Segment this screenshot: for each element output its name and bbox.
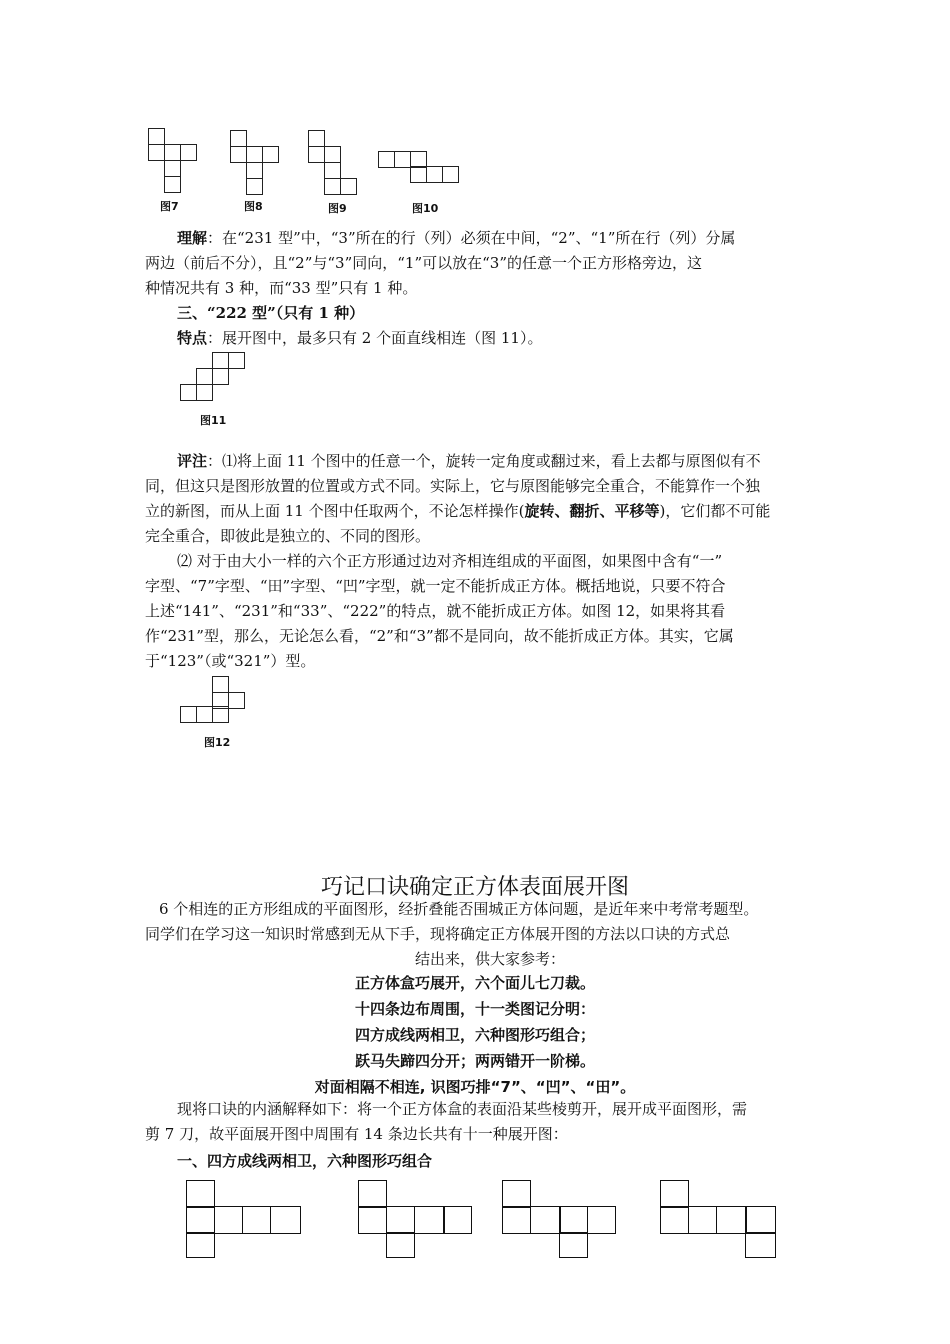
explain-line2: 剪 7 刀，故平面展开图中周围有 14 条边长共有十一种展开图： xyxy=(145,1125,568,1143)
explain-line1: 现将口诀的内涵解释如下：将一个正方体盒的表面沿某些棱剪开，展开成平面图形，需 xyxy=(177,1100,748,1118)
figure-9-caption: 图9 xyxy=(328,202,347,215)
verse-2: 十四条边布周围，十一类图记分明： xyxy=(354,1000,595,1018)
section1-heading: 一、四方成线两相卫，六种图形巧组合 xyxy=(177,1152,433,1170)
section3-heading: 三、“222 型”（只有 1 种） xyxy=(177,304,365,322)
comment-paragraph-1 xyxy=(145,449,805,549)
intro-line2: 同学们在学习这一知识时常感到无从下手，现将确定正方体展开图的方法以口诀的方式总 xyxy=(145,925,731,943)
comment-paragraph-2 xyxy=(145,549,805,674)
verse-1: 正方体盒巧展开，六个面儿七刀裁。 xyxy=(354,974,595,992)
comment-p2-line5: 于“123”（或“321”）型。 xyxy=(145,652,316,670)
mnemonic-verses xyxy=(100,970,850,1100)
figure-12-caption: 图12 xyxy=(204,736,231,749)
comment-p2-line1: ⑵ 对于由大小一样的六个正方形通过边对齐相连组成的平面图，如果图中含有“一” xyxy=(177,552,723,570)
comment-line4: 完全重合，即彼此是独立的、不同的图形。 xyxy=(145,527,431,545)
verse-4: 跃马失蹄四分开；两两错开一阶梯。 xyxy=(354,1052,595,1070)
understand-line2: 两边（前后不分），且“2”与“3”同向，“1”可以放在“3”的任意一个正方形格旁边，这 xyxy=(145,254,703,272)
understand-label: 理解 xyxy=(177,229,208,247)
intro-line3: 结出来，供大家参考： xyxy=(414,950,565,968)
comment-label: 评注 xyxy=(177,452,208,470)
figure-11-caption: 图11 xyxy=(200,414,227,427)
understand-line3: 种情况共有 3 种，而“33 型”只有 1 种。 xyxy=(145,279,418,297)
feature-text: ：展开图中，最多只有 2 个面直线相连（图 11）。 xyxy=(207,329,543,347)
explain-paragraph xyxy=(145,1097,805,1147)
figure-8-caption: 图8 xyxy=(244,200,263,213)
comment-p2-line3: 上述“141”、“231”和“33”、“222”的特点，就不能折成正方体。如图 12，如果将其看 xyxy=(145,602,726,620)
feature-label: 特点 xyxy=(177,329,208,347)
intro-line1: 6 个相连的正方形组成的平面图形，经折叠能否围城正方体问题，是近年来中考常考题型。 xyxy=(159,900,759,918)
comment-line3: 立的新图，而从上面 11 个图中任取两个，不论怎样操作(旋转、翻折、平移等)，它们都不可能 xyxy=(145,502,771,520)
comment-line2: 同，但这只是图形放置的位置或方式不同。实际上，它与原图能够完全重合，不能算作一个独 xyxy=(145,477,761,495)
understand-paragraph xyxy=(145,226,805,301)
understand-line1: ：在“231 型”中，“3”所在的行（列）必须在中间，“2”、“1”所在行（列）分属 xyxy=(207,229,736,247)
figure-7-caption: 图7 xyxy=(160,200,179,213)
comment-line1: ：⑴将上面 11 个图中的任意一个，旋转一定角度或翻过来，看上去都与原图似有不 xyxy=(207,452,761,470)
mnemonic-title: 巧记口诀确定正方体表面展开图 xyxy=(320,875,629,900)
section3-feature xyxy=(145,326,837,351)
verse-5: 对面相隔不相连, 识图巧排“7”、“凹”、“田”。 xyxy=(314,1078,636,1096)
comment-p2-line4: 作“231”型，那么，无论怎么看，“2”和“3”都不是同向，故不能折成正方体。其实，它属 xyxy=(145,627,734,645)
figure-10-caption: 图10 xyxy=(412,202,439,215)
comment-p2-line2: 字型、“7”字型、“田”字型、“凹”字型，就一定不能折成正方体。概括地说，只要不符合 xyxy=(145,577,726,595)
verse-3: 四方成线两相卫，六种图形巧组合； xyxy=(354,1026,595,1044)
mnemonic-intro xyxy=(145,897,835,972)
